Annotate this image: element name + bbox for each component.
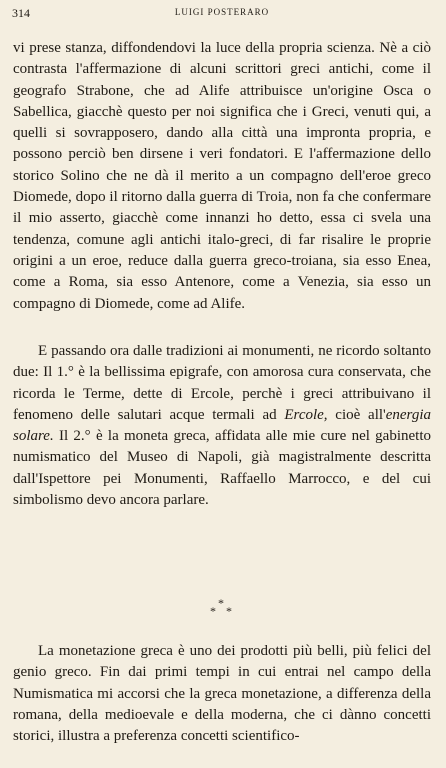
running-head: LUIGI POSTERARO	[174, 7, 270, 17]
paragraph-1: vi prese stanza, diffondendovi la luce della propria scienza. Nè a ciò contrasta l'affermazione di alcuni scrittori greci antichi, come il geografo Strabone, che ad Alife attribuisce un'origine Osca o Sabellica, giacchè questo per noi significa che i Greci, venuti qui, a quelli si sovrapposero, dando alla città una impronta propria, e possono perciò ben dirsene i veri fondatori. E l'affermazione dello storico Solino che ne dà il merito a un compagno dell'eroe greco Diomede, dopo il ritorno dalla guerra di Troia, non fa che confermare il mio asserto, giacchè come innanzi ho detto, essa ci svela una tendenza, comune agli antichi italo-greci, di far risalire le proprie origini a un eroe, reduce dalla guerra greco-troiana, sia esso Enea, come a Roma, sia esso Antenore, come a Venezia, sia esso un compagno di Diomede, come ad Alife.	[13, 40, 431, 312]
text-block-1	[13, 38, 431, 315]
paragraph-2-part-1: E passando ora dalle tradizioni ai monumenti, ne ricordo soltanto due: Il 1.° è la bellissima epigrafe, con amorosa cura conservata, che ricorda le Terme, dette di Ercole, perchè i greci attribuivano il fenomeno delle salutari acque termali ad	[13, 343, 431, 423]
page-number: 314	[12, 6, 30, 20]
section-separator	[0, 597, 446, 619]
separator-star-left: *	[210, 604, 216, 618]
italic-energia-solare: energia solare.	[13, 406, 431, 445]
separator-star-right: *	[226, 604, 232, 618]
text-block-3	[13, 641, 431, 747]
italic-ercole: Ercole,	[284, 406, 328, 423]
paragraph-2-part-3: Il 2.° è la moneta greca, affidata alle mie cure nel gabinetto numismatico del Museo di Napoli, già magistralmente descritta dall'Ispettore pei Monumenti, Raffaello Marrocco, e del cui simbolismo devo ancora parlare.	[13, 428, 431, 509]
page-header	[12, 6, 432, 26]
paragraph-2-part-2: cioè all'	[327, 406, 386, 423]
paragraph-3: La monetazione greca è uno dei prodotti più belli, più felici del genio greco. Fin dai primi tempi in cui entrai nel campo della Numismatica mi accorsi che la greca monetazione, a differenza della romana, della medioevale e della moderna, che ci dànno concetti storici, illustra a preferenza concetti scientifico-	[13, 643, 431, 745]
text-block-2	[13, 341, 431, 511]
separator-star-top: *	[218, 596, 224, 610]
paragraph-2	[13, 341, 431, 511]
